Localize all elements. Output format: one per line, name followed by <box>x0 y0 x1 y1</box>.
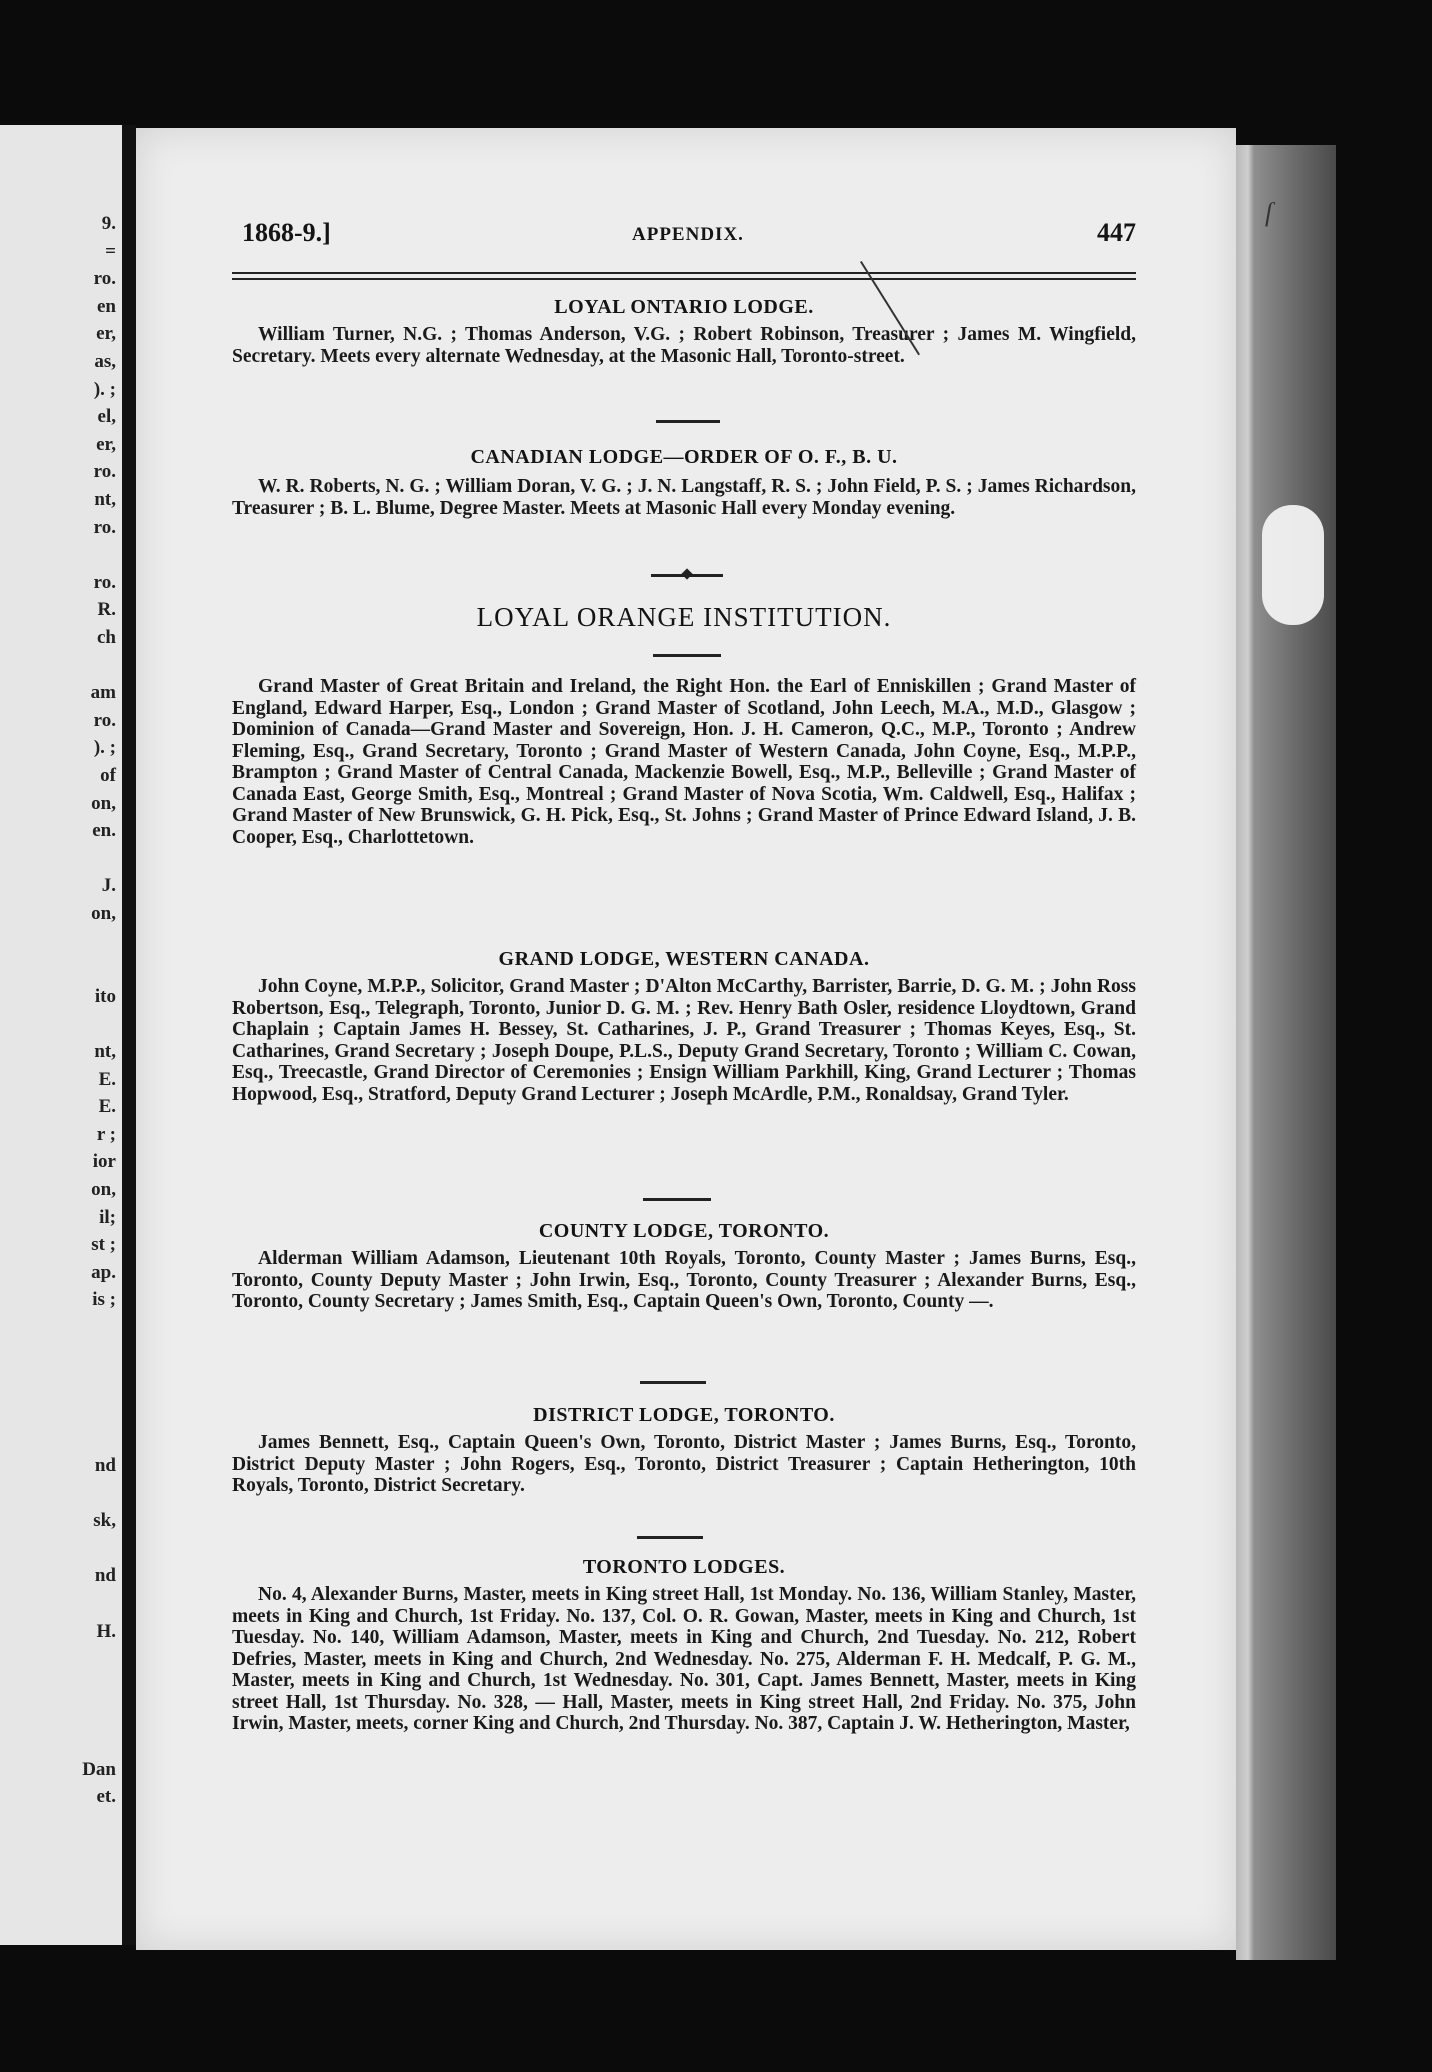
header-rule <box>232 272 1136 274</box>
margin-mark: ſ <box>1265 198 1273 227</box>
header-rule-double <box>232 278 1136 280</box>
prev-page-line: ior <box>92 1151 116 1173</box>
prev-page-line: ro. <box>93 268 116 290</box>
section-body-loyal-ontario: William Turner, N.G. ; Thomas Anderson, V.G. ; Robert Robinson, Treasurer ; James M. Wingfield, Secretary. Meets every alternate Wednesday, at the Masonic Hall, Toronto-street. <box>232 324 1136 367</box>
section-body-county-lodge: Alderman William Adamson, Lieutenant 10th Royals, Toronto, County Master ; James Burns, Esq., Toronto, County Deputy Master ; John Irwin, Esq., Toronto, County Treasurer ; Alexander Burns, Esq., Toronto, County Secretary ; James Smith, Esq., Captain Queen's Own, Toronto, County ––. <box>232 1248 1136 1312</box>
page-number: 447 <box>1097 218 1136 247</box>
section-body-canadian-lodge: W. R. Roberts, N. G. ; William Doran, V. G. ; J. N. Langstaff, R. S. ; John Field, P. S. ; James Richardson, Treasurer ; B. L. Blume, Degree Master. Meets at Masonic Hall every Monday evening. <box>232 476 1136 519</box>
prev-page-line: of <box>100 765 116 786</box>
section-separator <box>656 420 720 423</box>
prev-page-line: ro. <box>93 516 116 538</box>
section-separator <box>653 654 721 657</box>
prev-page-line: er, <box>96 433 116 455</box>
prev-page-line: ch <box>97 627 116 648</box>
prev-page-line: en <box>97 295 116 317</box>
prev-page-line: nd <box>94 1455 116 1476</box>
prev-page-line: = <box>105 240 116 262</box>
prev-page-line: st ; <box>91 1234 116 1256</box>
running-head <box>232 218 1136 258</box>
section-heading-canadian-lodge: CANADIAN LODGE—ORDER OF O. F., B. U. <box>470 446 898 468</box>
section-heading-grand-lodge: GRAND LODGE, WESTERN CANADA. <box>498 948 870 970</box>
prev-page-line: et. <box>96 1786 116 1808</box>
prev-page-line: ro. <box>93 461 116 483</box>
prev-page-line: on, <box>91 1179 116 1200</box>
prev-page-line: am <box>90 682 116 704</box>
section-separator <box>640 1381 706 1384</box>
section-body-loyal-orange: Grand Master of Great Britain and Ireland, the Right Hon. the Earl of Enniskillen ; Grand Master of England, Edward Harper, Esq., London ; Grand Master of Scotland, John Leech, M.A., M.D., Glasgow ; Dominion of Canada—Grand Master and Sovereign, Hon. J. H. Cameron, Q.C., M.P., Toronto ; Andrew Fleming, Esq., Grand Secretary, Toronto ; Grand Master of Western Canada, John Coyne, Esq., M.P.P., Brampton ; Grand Master of Central Canada, Mackenzie Bowell, Esq., M.P., Belleville ; Grand Master of Canada East, George Smith, Esq., Montreal ; Grand Master of Nova Scotia, Wm. Caldwell, Esq., Halifax ; Grand Master of New Brunswick, G. H. Pick, Esq., St. Johns ; Grand Master of Prince Edward Island, J. B. Cooper, Esq., Charlottetown. <box>232 676 1136 848</box>
prev-page-line: ap. <box>91 1261 116 1283</box>
prev-page-line: er, <box>96 323 116 345</box>
prev-page-line: E. <box>98 1096 116 1118</box>
prev-page-line: sk, <box>93 1510 116 1532</box>
page-edge-shadow <box>1236 145 1336 1960</box>
prev-page-line: nt, <box>94 489 116 510</box>
running-head-title: APPENDIX. <box>632 224 744 245</box>
prev-page-line: 9. <box>101 213 116 234</box>
section-heading-county-lodge: COUNTY LODGE, TORONTO. <box>538 1220 830 1242</box>
prev-page-line: en. <box>92 820 116 842</box>
prev-page-line: R. <box>97 599 116 621</box>
prev-page-line: on, <box>91 903 116 924</box>
section-separator <box>643 1198 711 1201</box>
prev-page-line: on, <box>91 792 116 814</box>
running-head-year: 1868-9.] <box>242 218 331 247</box>
section-body-toronto-lodges: No. 4, Alexander Burns, Master, meets in King street Hall, 1st Monday. No. 136, William Stanley, Master, meets in King and Church, 1st Friday. No. 137, Col. O. R. Gowan, Master, meets in King and Church, 1st Tuesday. No. 140, William Adamson, Master, meets in King and Church, 2nd Tuesday. No. 212, Robert Defries, Master, meets in King and Church, 2nd Wednesday. No. 275, Alderman F. H. Medcalf, P. G. M., Master, meets in King and Church, 1st Wednesday. No. 301, Capt. James Bennett, Master, meets in King street Hall, 1st Thursday. No. 328, — Hall, Master, meets in King street Hall, 2nd Friday. No. 375, John Irwin, Master, meets, corner King and Church, 2nd Thursday. No. 387, Captain J. W. Hetherington, Master, <box>232 1584 1136 1734</box>
prev-page-line: r ; <box>96 1123 116 1145</box>
prev-page-line: as, <box>94 351 116 372</box>
previous-page-fragment <box>0 125 122 1945</box>
prev-page-line: is ; <box>92 1289 116 1311</box>
prev-page-line: ro. <box>93 571 116 593</box>
prev-page-line: Dan <box>82 1758 116 1780</box>
prev-page-line: E. <box>98 1068 116 1090</box>
section-body-district-lodge: James Bennett, Esq., Captain Queen's Own, Toronto, District Master ; James Burns, Esq., Toronto, District Deputy Master ; John Rogers, Esq., Toronto, District Treasurer ; Captain Hetherington, 10th Royals, Toronto, District Secretary. <box>232 1432 1136 1496</box>
section-heading-district-lodge: DISTRICT LODGE, TORONTO. <box>533 1404 835 1426</box>
section-body-grand-lodge: John Coyne, M.P.P., Solicitor, Grand Master ; D'Alton McCarthy, Barrister, Barrie, D. G. M. ; John Ross Robertson, Esq., Telegraph, Toronto, Junior D. G. M. ; Rev. Henry Bath Osler, residence Lloydtown, Grand Chaplain ; Captain James H. Bessey, St. Catharines, J. P., Grand Treasurer ; Thomas Keyes, Esq., St. Catharines, Grand Secretary ; Joseph Doupe, P.L.S., Deputy Grand Secretary, Toronto ; William C. Cowan, Esq., Treecastle, Grand Director of Ceremonies ; Ensign William Parkhill, King, Grand Lecturer ; Thomas Hopwood, Esq., Stratford, Deputy Grand Lecturer ; Joseph McArdle, P.M., Ronaldsay, Grand Tyler. <box>232 976 1136 1105</box>
prev-page-line: il; <box>99 1206 116 1228</box>
page-gutter <box>122 125 136 1945</box>
section-heading-toronto-lodges: TORONTO LODGES. <box>582 1556 786 1578</box>
prev-page-line: nt, <box>94 1041 116 1062</box>
edge-glare <box>1262 505 1324 625</box>
prev-page-line: ). ; <box>93 378 116 400</box>
prev-page-line: ro. <box>93 709 116 731</box>
prev-page-line: el, <box>97 406 116 428</box>
section-separator <box>637 1536 703 1539</box>
prev-page-line: H. <box>96 1620 116 1642</box>
section-heading-loyal-ontario: LOYAL ONTARIO LODGE. <box>554 296 814 318</box>
prev-page-line: ). ; <box>93 737 116 759</box>
prev-page-line: ito <box>94 985 116 1007</box>
book-page <box>136 128 1236 1950</box>
section-heading-loyal-orange: LOYAL ORANGE INSTITUTION. <box>476 602 892 632</box>
prev-page-line: nd <box>94 1565 116 1587</box>
ornament-diamond <box>681 568 692 579</box>
prev-page-line: J. <box>101 875 116 897</box>
